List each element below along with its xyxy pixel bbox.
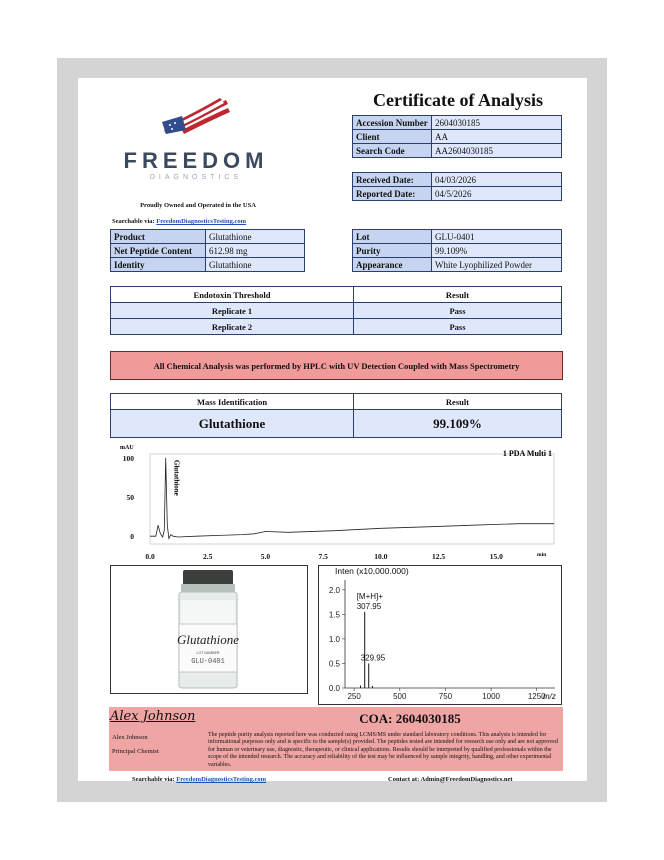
- searchable-header: [112, 218, 246, 225]
- row-value: Glutathione: [206, 258, 305, 272]
- chart-legend: 1 PDA Multi 1: [502, 449, 552, 458]
- compound-cell: Glutathione: [111, 410, 354, 438]
- table-cell: Pass: [354, 319, 562, 335]
- table-header-row: [111, 287, 562, 303]
- table-cell: Replicate 1: [111, 303, 354, 319]
- y-tick-label: 0.5: [328, 659, 340, 669]
- logo-subtext: DIAGNOSTICS: [149, 174, 243, 181]
- row-value: 99.109%: [432, 244, 562, 258]
- table-row: [111, 303, 562, 319]
- tagline: Proudly Owned and Operated in the USA: [140, 202, 256, 209]
- peak-label: Glutathione: [172, 459, 181, 496]
- y-tick-label: 50: [126, 493, 134, 503]
- row-value: 612.98 mg: [206, 244, 305, 258]
- row-value: AA: [432, 130, 562, 144]
- row-label: Client: [353, 130, 432, 144]
- searchable-label: Searchable via:: [112, 218, 155, 225]
- row-value: GLU-0401: [432, 230, 562, 244]
- table-header-row: [111, 394, 562, 410]
- searchable-footer: [132, 776, 266, 783]
- vial-lot-title: LOT NUMBER: [196, 651, 220, 655]
- row-value: 2604030185: [432, 116, 562, 130]
- table-row: [111, 319, 562, 335]
- row-label: Received Date:: [353, 173, 432, 187]
- x-tick-label: 500: [393, 692, 407, 701]
- table-row: [111, 258, 305, 272]
- signer-title: Principal Chemist: [112, 748, 159, 755]
- footer-searchable-label: Searchable via:: [132, 776, 175, 783]
- plot-area: [150, 454, 554, 544]
- accession-table: [352, 115, 562, 158]
- x-tick-label: 1250: [527, 692, 546, 701]
- table-row: [353, 116, 562, 130]
- row-value: Glutathione: [206, 230, 305, 244]
- x-tick-label: 750: [438, 692, 453, 701]
- row-label: Lot: [353, 230, 432, 244]
- x-tick-label: 15.0: [489, 552, 503, 561]
- x-tick-label: 1000: [482, 692, 500, 701]
- vial-label-main: Glutathione: [176, 632, 240, 647]
- spectrum-xlabel: m/z: [543, 692, 556, 701]
- row-value: White Lyophilized Powder: [432, 258, 562, 272]
- searchable-link[interactable]: FreedomDiagnosticsTesting.com: [156, 218, 247, 225]
- product-table: [110, 229, 305, 272]
- row-label: Identity: [111, 258, 206, 272]
- table-row: [111, 410, 562, 438]
- contact-text: Contact at: Admin@FreedomDiagnostics.net: [388, 776, 513, 783]
- y-tick-label: 1.0: [328, 634, 340, 644]
- row-label: Product: [111, 230, 206, 244]
- page-title: Certificate of Analysis: [373, 90, 543, 110]
- x-unit-label: min: [537, 552, 547, 558]
- mass-spectrum-chart: [319, 566, 561, 704]
- disclaimer: The peptide purity analysis reported here was conducted using LCMS/MS under standard laboratory conditions. This analysis is intended for informational purposes only and is specific to the sample(s) provided. The peptides tested are intended for research use only and are not approved for human or veterinary use, diagnostic, therapeutic, or clinical applications. Results should be interpreted by qualified professionals within the scope of the intended research. The accuracy and reliability of the test may be influenced by sample integrity, handling, and other experimental variables.: [208, 732, 558, 768]
- spectrum-annotation: [M+H]+: [356, 591, 383, 601]
- y-unit-label: mAU: [120, 445, 134, 451]
- row-value: AA2604030185: [432, 144, 562, 158]
- signer-name: Alex Johnson: [112, 734, 148, 741]
- table-row: [353, 173, 562, 187]
- y-tick-label: 100: [122, 453, 134, 463]
- row-label: Accession Number: [353, 116, 432, 130]
- coa-label: COA: 2604030185: [359, 711, 461, 726]
- vial-lot: GLU-0401: [191, 658, 225, 666]
- table-row: [353, 244, 562, 258]
- signature: Alex Johnson: [110, 709, 196, 724]
- peak-value-label: 307.95: [356, 601, 382, 611]
- table-cell: Replicate 2: [111, 319, 354, 335]
- row-label: Purity: [353, 244, 432, 258]
- hplc-chromatogram: [112, 444, 562, 564]
- y-tick-label: 0: [130, 532, 134, 542]
- x-tick-label: 10.0: [374, 552, 388, 561]
- endotoxin-table: [110, 286, 562, 335]
- analysis-banner: All Chemical Analysis was performed by HPLC with UV Detection Coupled with Mass Spectrometry: [110, 351, 563, 380]
- table-row: [353, 130, 562, 144]
- x-tick-label: 2.5: [203, 552, 213, 561]
- mass-id-table: [110, 393, 562, 438]
- y-tick-label: 2.0: [328, 585, 340, 595]
- row-label: Search Code: [353, 144, 432, 158]
- x-tick-label: 0.0: [145, 552, 155, 561]
- y-tick-label: 1.5: [328, 610, 340, 620]
- table-row: [353, 187, 562, 201]
- vial-icon: [111, 566, 307, 693]
- row-label: Reported Date:: [353, 187, 432, 201]
- x-tick-label: 5.0: [260, 552, 271, 561]
- vial-photo: [110, 565, 308, 694]
- footer-searchable-link[interactable]: FreedomDiagnosticsTesting.com: [176, 776, 267, 783]
- x-tick-label: 7.5: [318, 552, 328, 561]
- x-tick-label: 250: [347, 692, 361, 701]
- table-row: [353, 258, 562, 272]
- column-header: Mass Identification: [111, 394, 354, 410]
- row-value: 04/03/2026: [432, 173, 562, 187]
- row-value: 04/5/2026: [432, 187, 562, 201]
- row-label: Appearance: [353, 258, 432, 272]
- table-row: [111, 230, 305, 244]
- table-cell: Pass: [354, 303, 562, 319]
- mass-spectrum-panel: [318, 565, 562, 705]
- peak-value-label: 329.95: [360, 653, 386, 663]
- table-row: [353, 144, 562, 158]
- dates-table: [352, 172, 562, 201]
- table-row: [111, 244, 305, 258]
- column-header: Result: [354, 287, 562, 303]
- table-row: [353, 230, 562, 244]
- spectrum-title: Inten (x10,000.000): [335, 566, 409, 576]
- flag-logo-icon: [160, 96, 232, 138]
- y-tick-label: 0.0: [328, 684, 340, 693]
- column-header: Endotoxin Threshold: [111, 287, 354, 303]
- result-cell: 99.109%: [354, 410, 562, 438]
- column-header: Result: [354, 394, 562, 410]
- chromatogram-line: [150, 458, 554, 539]
- logo-wordmark: FREEDOM: [123, 148, 269, 173]
- row-label: Net Peptide Content: [111, 244, 206, 258]
- lot-table: [352, 229, 562, 272]
- x-tick-label: 12.5: [432, 552, 446, 561]
